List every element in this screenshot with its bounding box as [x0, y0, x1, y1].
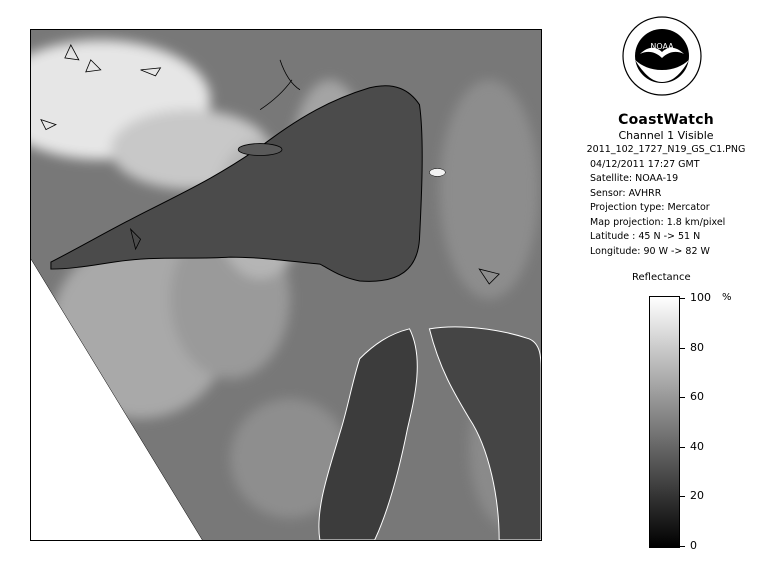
- sensor: Sensor: AVHRR: [590, 187, 662, 199]
- map-resolution: Map projection: 1.8 km/pixel: [590, 216, 726, 228]
- colorbar-tick: [680, 397, 685, 398]
- projection-type: Projection type: Mercator: [590, 202, 710, 213]
- colorbar-tick-label: 20: [690, 489, 704, 503]
- satellite-image: [30, 29, 542, 541]
- product-title: CoastWatch: [618, 112, 714, 128]
- colorbar-tick-label: 0: [690, 539, 697, 552]
- logo-text: NOAA: [650, 42, 674, 51]
- colorbar-tick: [680, 348, 685, 349]
- colorbar-tick: [680, 546, 685, 547]
- colorbar-tick-label: 80: [690, 340, 704, 354]
- latitude-range: Latitude : 45 N -> 51 N: [590, 231, 701, 242]
- colorbar-tick: [680, 447, 685, 448]
- colorbar-tick: [680, 298, 685, 299]
- acquisition-datetime: 04/12/2011 17:27 GMT: [590, 158, 700, 170]
- satellite: Satellite: NOAA-19: [590, 173, 679, 184]
- satellite-map: [31, 30, 541, 540]
- colorbar-tick: [680, 496, 685, 497]
- longitude-range: Longitude: 90 W -> 82 W: [590, 245, 710, 257]
- colorbar-title: Reflectance: [632, 272, 691, 283]
- colorbar-tick-label: 60: [690, 390, 704, 404]
- colorbar-tick-label: 40: [690, 439, 704, 453]
- colorbar: [649, 296, 680, 548]
- noaa-logo: [622, 16, 702, 96]
- colorbar-tick-label: 100: [690, 291, 711, 304]
- filename: 2011_102_1727_N19_GS_C1.PNG: [586, 144, 746, 155]
- product-info: [566, 112, 766, 259]
- colorbar-unit: %: [722, 292, 732, 303]
- channel-label: Channel 1 Visible: [618, 129, 714, 142]
